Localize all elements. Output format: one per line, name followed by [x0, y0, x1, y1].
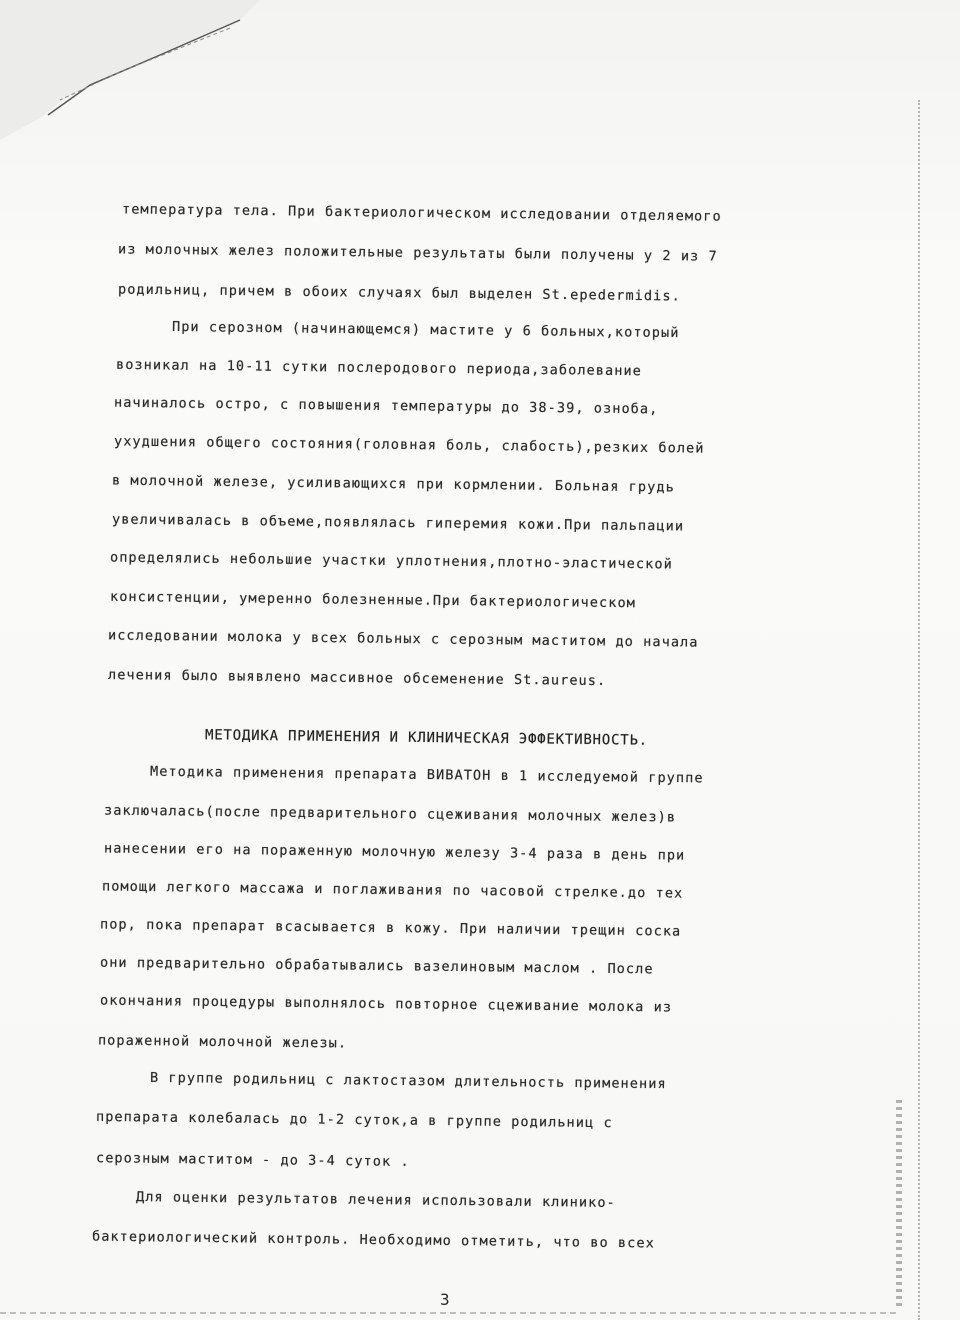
text-line: определялись небольшие участки уплотнения,плотно-эластической — [109, 549, 673, 573]
text-line: бактериологический контроль. Необходимо отметить, что во всех — [91, 1228, 655, 1252]
text-line: начиналось остро, с повышения температуры до 38-39, озноба, — [113, 394, 659, 418]
text-line: препарата колебалась до 1-2 суток,а в группе родильниц с — [95, 1108, 613, 1132]
text-line: исследовании молока у всех больных с серозным маститом до начала — [107, 627, 699, 651]
scan-edge-right-dots — [896, 1100, 902, 1310]
text-line: в молочной железе, усиливающихся при кормлении. Больная грудь — [111, 472, 675, 496]
text-line: окончания процедуры выполнялось повторное сцеживание молока из — [99, 992, 673, 1016]
text-line: пораженной молочной железы. — [97, 1032, 348, 1052]
text-line: лечения было выявлено массивное обсеменение St.aureus. — [107, 666, 607, 690]
text-line: температура тела. При бактериологическом исследовании отделяемого — [121, 201, 722, 225]
text-line: из молочных желез положительные результаты были получены у 2 из 7 — [117, 241, 718, 265]
text-line: Методика применения препарата ВИВАТОН в 1 исследуемой группе — [149, 763, 704, 787]
text-line: они предварительно обрабатывались вазелиновым маслом . После — [99, 954, 654, 978]
scan-edge-bottom — [0, 1312, 900, 1314]
text-line: помощи легкого массажа и поглаживания по часовой стрелке.до тех — [101, 878, 684, 902]
text-line: консистенции, умеренно болезненные.При бактериологическом — [109, 588, 637, 612]
text-line: нанесении его на пораженную молочную железу 3-4 раза в день при — [103, 840, 686, 864]
text-line: родильниц, причем в обоих случаях был выделен St.epedermidis. — [117, 281, 681, 305]
page-number: 3 — [440, 1290, 450, 1309]
folded-corner-artifact — [0, 0, 260, 140]
section-heading: МЕТОДИКА ПРИМЕНЕНИЯ И КЛИНИЧЕСКАЯ ЭФФЕКТИВНОСТЬ. — [204, 727, 649, 749]
text-line: При серозном (начинающемся) мастите у 6 больных,который — [171, 318, 680, 342]
text-line: ухудшения общего состояния(головная боль, слабость),резких болей — [113, 433, 705, 457]
text-line: пор, пока препарат всасывается в кожу. При наличии трещин соска — [99, 916, 682, 940]
text-line: В группе родильниц с лактостазом длительность применения — [149, 1069, 667, 1093]
text-line: заключалась(после предварительного сцеживания молочных желез)в — [103, 802, 677, 826]
text-line: возникал на 10-11 сутки послеродового периода,заболевание — [115, 356, 643, 380]
text-line: Для оценки результатов лечения использовали клинико- — [135, 1189, 616, 1211]
text-line: увеличивалась в объеме,появлялась гиперемия кожи.При пальпации — [111, 511, 685, 535]
scan-edge-right — [888, 100, 920, 1320]
text-line: серозным маститом - до 3-4 суток . — [95, 1150, 410, 1170]
